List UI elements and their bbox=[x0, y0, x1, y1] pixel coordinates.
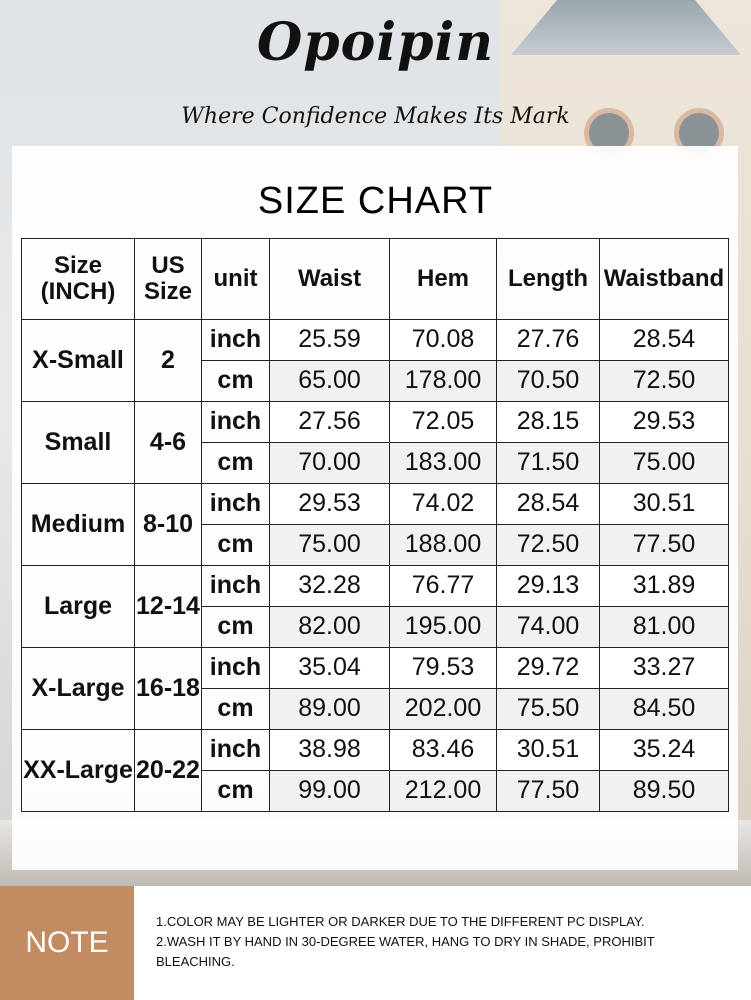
waistband-value: 33.27 bbox=[600, 648, 729, 689]
waist-value: 32.28 bbox=[270, 566, 390, 607]
waistband-value: 84.50 bbox=[600, 689, 729, 730]
waist-value: 29.53 bbox=[270, 484, 390, 525]
waist-value: 82.00 bbox=[270, 607, 390, 648]
waistband-value: 81.00 bbox=[600, 607, 729, 648]
unit-label: cm bbox=[202, 689, 270, 730]
header-size: Size (INCH) bbox=[22, 239, 135, 320]
note-text bbox=[156, 912, 746, 972]
length-value: 29.72 bbox=[497, 648, 600, 689]
hem-value: 76.77 bbox=[390, 566, 497, 607]
waistband-value: 77.50 bbox=[600, 525, 729, 566]
length-value: 27.76 bbox=[497, 320, 600, 361]
hem-value: 212.00 bbox=[390, 771, 497, 812]
size-label: Small bbox=[22, 402, 135, 484]
unit-label: cm bbox=[202, 525, 270, 566]
unit-label: inch bbox=[202, 730, 270, 771]
waistband-value: 75.00 bbox=[600, 443, 729, 484]
length-value: 75.50 bbox=[497, 689, 600, 730]
hem-value: 79.53 bbox=[390, 648, 497, 689]
length-value: 72.50 bbox=[497, 525, 600, 566]
us-size-label: 20-22 bbox=[135, 730, 202, 812]
header-us-size: US Size bbox=[135, 239, 202, 320]
length-value: 29.13 bbox=[497, 566, 600, 607]
unit-label: cm bbox=[202, 443, 270, 484]
length-value: 30.51 bbox=[497, 730, 600, 771]
header-waistband: Waistband bbox=[600, 239, 729, 320]
table-row bbox=[22, 566, 729, 607]
waistband-value: 28.54 bbox=[600, 320, 729, 361]
us-size-label: 8-10 bbox=[135, 484, 202, 566]
us-size-label: 16-18 bbox=[135, 648, 202, 730]
table-row bbox=[22, 484, 729, 525]
unit-label: inch bbox=[202, 320, 270, 361]
note-line: BLEACHING. bbox=[156, 954, 235, 969]
waist-value: 35.04 bbox=[270, 648, 390, 689]
waist-value: 70.00 bbox=[270, 443, 390, 484]
waistband-value: 31.89 bbox=[600, 566, 729, 607]
unit-label: cm bbox=[202, 361, 270, 402]
waist-value: 27.56 bbox=[270, 402, 390, 443]
hem-value: 74.02 bbox=[390, 484, 497, 525]
us-size-label: 4-6 bbox=[135, 402, 202, 484]
hem-value: 72.05 bbox=[390, 402, 497, 443]
waistband-value: 72.50 bbox=[600, 361, 729, 402]
unit-label: cm bbox=[202, 607, 270, 648]
length-value: 74.00 bbox=[497, 607, 600, 648]
hem-value: 183.00 bbox=[390, 443, 497, 484]
waistband-value: 30.51 bbox=[600, 484, 729, 525]
note-line: 1.COLOR MAY BE LIGHTER OR DARKER DUE TO THE DIFFERENT PC DISPLAY. bbox=[156, 914, 645, 929]
length-value: 28.15 bbox=[497, 402, 600, 443]
header-waist: Waist bbox=[270, 239, 390, 320]
length-value: 71.50 bbox=[497, 443, 600, 484]
waistband-value: 89.50 bbox=[600, 771, 729, 812]
size-label: Large bbox=[22, 566, 135, 648]
waistband-value: 29.53 bbox=[600, 402, 729, 443]
hem-value: 70.08 bbox=[390, 320, 497, 361]
header-hem: Hem bbox=[390, 239, 497, 320]
size-label: X-Small bbox=[22, 320, 135, 402]
unit-label: inch bbox=[202, 566, 270, 607]
hem-value: 178.00 bbox=[390, 361, 497, 402]
brand-tagline: Where Confidence Makes Its Mark bbox=[181, 104, 570, 129]
unit-label: inch bbox=[202, 648, 270, 689]
hem-value: 202.00 bbox=[390, 689, 497, 730]
table-header-row bbox=[22, 239, 729, 320]
page-title: SIZE CHART bbox=[257, 180, 494, 222]
us-size-label: 2 bbox=[135, 320, 202, 402]
us-size-label: 12-14 bbox=[135, 566, 202, 648]
unit-label: cm bbox=[202, 771, 270, 812]
length-value: 70.50 bbox=[497, 361, 600, 402]
note-label: NOTE bbox=[0, 886, 134, 1000]
waist-value: 65.00 bbox=[270, 361, 390, 402]
note-line: 2.WASH IT BY HAND IN 30-DEGREE WATER, HANG TO DRY IN SHADE, PROHIBIT bbox=[156, 934, 655, 949]
waist-value: 89.00 bbox=[270, 689, 390, 730]
hem-value: 188.00 bbox=[390, 525, 497, 566]
size-label: XX-Large bbox=[22, 730, 135, 812]
header-unit: unit bbox=[202, 239, 270, 320]
table-row bbox=[22, 402, 729, 443]
table-row bbox=[22, 730, 729, 771]
length-value: 77.50 bbox=[497, 771, 600, 812]
brand-logo: Opoipin bbox=[256, 12, 494, 73]
waist-value: 75.00 bbox=[270, 525, 390, 566]
waist-value: 25.59 bbox=[270, 320, 390, 361]
length-value: 28.54 bbox=[497, 484, 600, 525]
size-label: X-Large bbox=[22, 648, 135, 730]
hem-value: 195.00 bbox=[390, 607, 497, 648]
table-row bbox=[22, 648, 729, 689]
size-label: Medium bbox=[22, 484, 135, 566]
size-table bbox=[21, 238, 729, 812]
unit-label: inch bbox=[202, 402, 270, 443]
waistband-value: 35.24 bbox=[600, 730, 729, 771]
table-row bbox=[22, 320, 729, 361]
unit-label: inch bbox=[202, 484, 270, 525]
hem-value: 83.46 bbox=[390, 730, 497, 771]
waist-value: 99.00 bbox=[270, 771, 390, 812]
waist-value: 38.98 bbox=[270, 730, 390, 771]
header-length: Length bbox=[497, 239, 600, 320]
